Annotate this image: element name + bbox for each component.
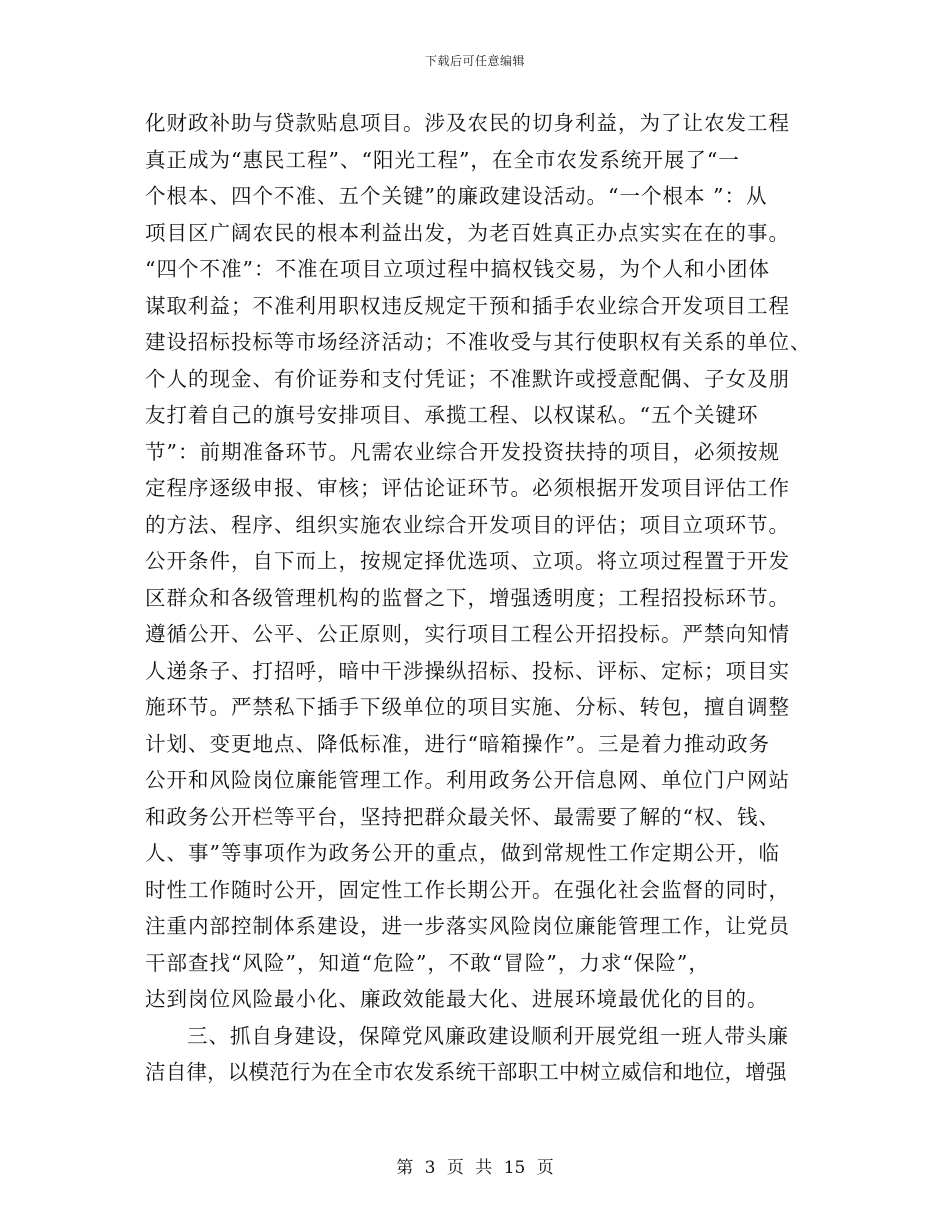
body-line: 时性工作随时公开，固定性工作长期公开。在强化社会监督的同时， [145,877,790,902]
body-line: 和政务公开栏等平台，坚持把群众最关怀、最需要了解的“权、钱、 [145,804,780,829]
body-line: 遵循公开、公平、公正原则，实行项目工程公开招投标。严禁向知情 [145,622,790,646]
body-line: 公开和风险岗位廉能管理工作。利用政务公开信息网、单位门户网站 [145,768,790,792]
body-line: 节”：前期准备环节。凡需农业综合开发投资扶持的项目，必须按规 [145,439,780,464]
body-line: “四个不准”：不准在项目立项过程中搞权钱交易，为个人和小团体 [145,257,770,281]
body-line: 定程序逐级申报、审核；评估论证环节。必须根据开发项目评估工作 [145,476,790,500]
body-line: 真正成为“惠民工程”、“阳光工程”，在全市农发系统开展了“一 [145,147,740,172]
body-line: 人递条子、打招呼，暗中干涉操纵招标、投标、评标、定标；项目实 [145,658,790,683]
body-line: 达到岗位风险最小化、廉政效能最大化、进展环境最优化的目的。 [145,987,769,1011]
body-line: 注重内部控制体系建设，进一步落实风险岗位廉能管理工作，让党员 [145,914,790,938]
body-line: 个根本、四个不准、五个关键”的廉政建设活动。“一个根本 ”：从 [145,184,768,208]
body-line: 人、事”等事项作为政务公开的重点，做到常规性工作定期公开，临 [145,841,780,865]
body-line: 施环节。严禁私下插手下级单位的项目实施、分标、转包，擅自调整 [145,695,790,719]
page-header-note: 下载后可任意编辑 [424,54,525,68]
body-line: 化财政补助与贷款贴息项目。涉及农民的切身利益，为了让农发工程 [145,111,790,135]
document-body [145,105,812,1091]
body-line: 谋取利益；不准利用职权违反规定干预和插手农业综合开发项目工程 [145,293,790,318]
body-line: 项目区广阔农民的根本利益出发，为老百姓真正办点实实在在的事。 [145,220,790,245]
body-line: 洁自律，以模范行为在全市农发系统干部职工中树立威信和地位，增强 [145,1060,787,1084]
body-line: 计划、变更地点、降低标准，进行“暗箱操作”。三是着力推动政务 [145,731,770,756]
body-line: 区群众和各级管理机构的监督之下，增强透明度；工程招投标环节。 [145,585,790,610]
body-line: 友打着自己的旗号安排项目、承揽工程、以权谋私。“五个关键环 [145,403,759,427]
body-line: 的方法、程序、组织实施农业综合开发项目的评估；项目立项环节。 [145,512,790,537]
body-line: 干部查找“风险”，知道“危险”，不敢“冒险”，力求“保险”， [145,950,710,975]
page-number: 第 3 页 共 15 页 [396,1158,554,1178]
body-line: 个人的现金、有价证券和支付凭证；不准默许或授意配偶、子女及朋 [145,366,790,391]
body-line: 建设招标投标等市场经济活动；不准收受与其行使职权有关系的单位、 [145,330,812,354]
section-heading-line: 三、抓自身建设，保障党风廉政建设顺利开展党组一班人带头廉 [187,1023,789,1048]
body-line: 公开条件，自下而上，按规定择优选项、立项。将立项过程置于开发 [145,549,790,573]
